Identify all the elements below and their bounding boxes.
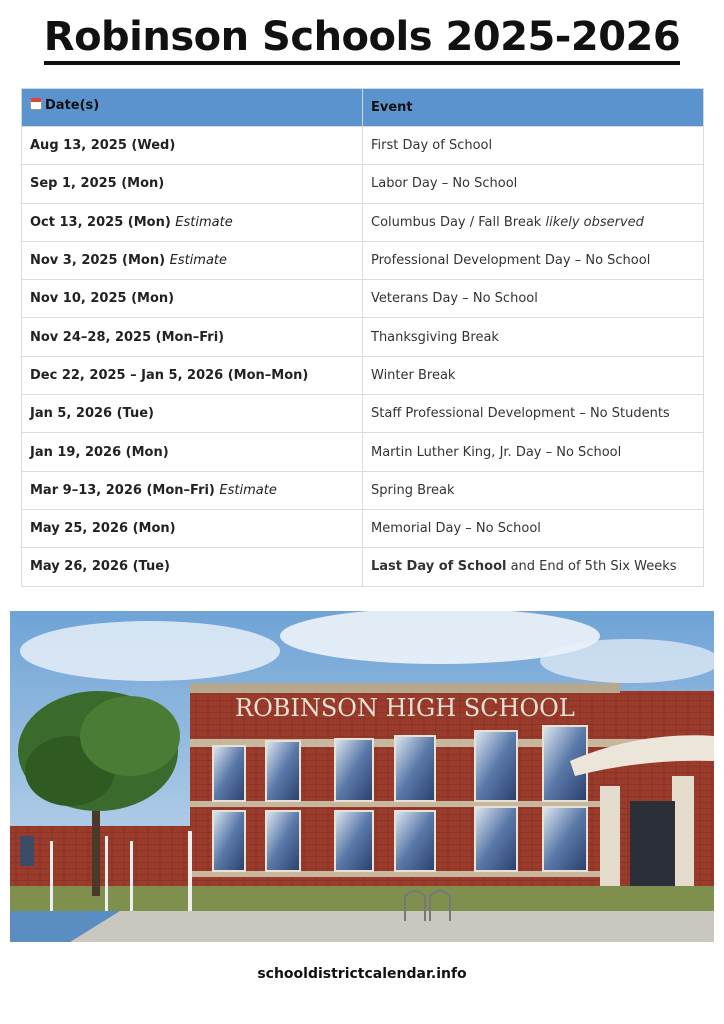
row-event: Martin Luther King, Jr. Day – No School <box>363 433 704 471</box>
event-note: likely observed <box>545 214 644 230</box>
table-row <box>22 356 704 394</box>
table-row <box>22 165 704 203</box>
table-row <box>22 318 704 356</box>
table-row <box>22 280 704 318</box>
row-event: Winter Break <box>363 356 704 394</box>
row-event: First Day of School <box>363 127 704 165</box>
table-row <box>22 203 704 241</box>
school-photo-illustration <box>10 611 714 942</box>
row-date: Nov 24–28, 2025 (Mon–Fri) <box>22 318 363 356</box>
date-estimate-note: Estimate <box>169 253 227 269</box>
row-event: Veterans Day – No School <box>363 280 704 318</box>
date-column-header: Date(s) <box>22 89 363 127</box>
row-event: Labor Day – No School <box>363 165 704 203</box>
row-date: Sep 1, 2025 (Mon) <box>22 165 363 203</box>
event-column-header: Event <box>363 89 704 127</box>
school-building-photo <box>10 611 714 942</box>
title-text: Robinson Schools 2025-2026 <box>44 14 680 65</box>
row-date: Oct 13, 2025 (Mon) Estimate <box>22 203 363 241</box>
row-event: Thanksgiving Break <box>363 318 704 356</box>
row-date: May 25, 2026 (Mon) <box>22 509 363 547</box>
table-row <box>22 548 704 586</box>
calendar-table <box>21 88 704 587</box>
table-header-row <box>22 89 704 127</box>
row-event: Last Day of School and End of 5th Six Weeks <box>363 548 704 586</box>
date-estimate-note: Estimate <box>219 482 277 498</box>
row-event: Columbus Day / Fall Break likely observed <box>363 203 704 241</box>
table-row <box>22 433 704 471</box>
page-title <box>0 14 724 60</box>
date-estimate-note: Estimate <box>175 214 233 230</box>
row-event: Professional Development Day – No School <box>363 241 704 279</box>
row-date: Jan 5, 2026 (Tue) <box>22 395 363 433</box>
building-sign-text: ROBINSON HIGH SCHOOL <box>235 694 575 722</box>
table-row <box>22 509 704 547</box>
row-date: Nov 10, 2025 (Mon) <box>22 280 363 318</box>
row-event: Spring Break <box>363 471 704 509</box>
row-date: May 26, 2026 (Tue) <box>22 548 363 586</box>
row-date: Dec 22, 2025 – Jan 5, 2026 (Mon–Mon) <box>22 356 363 394</box>
table-row <box>22 395 704 433</box>
footer-site-name: schooldistrictcalendar.info <box>257 966 467 982</box>
row-date: Jan 19, 2026 (Mon) <box>22 433 363 471</box>
event-highlight: Last Day of School <box>371 559 507 575</box>
calendar-icon <box>30 98 42 110</box>
row-date: Mar 9–13, 2026 (Mon–Fri) Estimate <box>22 471 363 509</box>
table-row <box>22 471 704 509</box>
table-row <box>22 127 704 165</box>
table-row <box>22 241 704 279</box>
row-date: Nov 3, 2025 (Mon) Estimate <box>22 241 363 279</box>
row-event: Staff Professional Development – No Students <box>363 395 704 433</box>
row-date: Aug 13, 2025 (Wed) <box>22 127 363 165</box>
row-event: Memorial Day – No School <box>363 509 704 547</box>
